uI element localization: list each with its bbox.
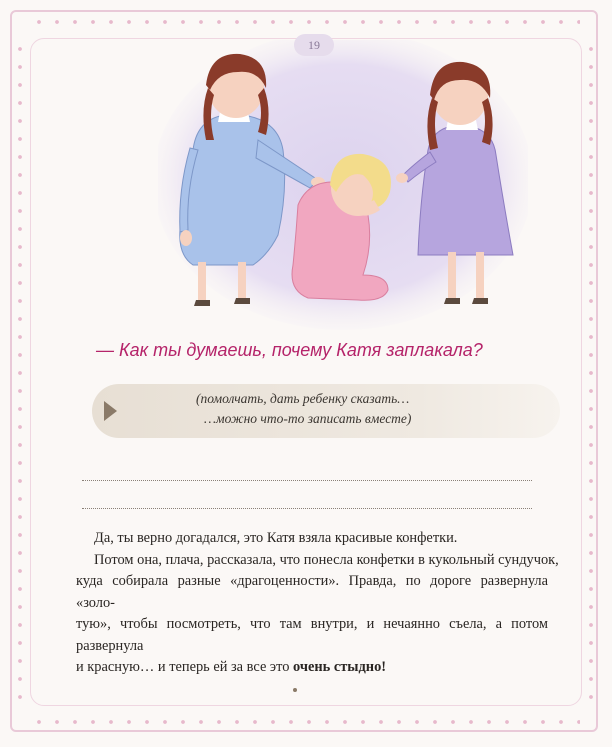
dot-border-right — [586, 40, 596, 700]
hint-text — [196, 389, 436, 429]
paragraph-2-line-3: тую», чтобы посмотреть, что там внутри, и нечаянно съела, а потом развернула — [76, 616, 548, 654]
bottom-dot — [293, 688, 297, 692]
dot-border-left — [15, 40, 25, 700]
page-number: 19 — [294, 34, 334, 56]
answer-line-1[interactable] — [82, 480, 532, 481]
dot-border-bottom — [30, 717, 580, 727]
paragraph-2-line-2: куда собирала разные «драгоценности». Правда, по дороге развернула «золо- — [76, 573, 548, 611]
answer-line-2[interactable] — [82, 508, 532, 509]
play-arrow-icon — [104, 401, 117, 421]
story-text — [76, 528, 559, 679]
hint-line-1: (помолчать, дать ребенку сказать… — [196, 391, 410, 406]
dot-border-top — [30, 17, 580, 27]
emphasis-text: очень стыдно! — [293, 659, 387, 675]
three-girls-illustration-icon — [158, 40, 528, 330]
hint-line-2: …можно что-то записать вместе) — [204, 411, 412, 426]
paragraph-2-line-4-text: и красную… и теперь ей за все это — [76, 659, 293, 675]
question-heading: — Как ты думаешь, почему Катя заплакала? — [96, 340, 483, 360]
paragraph-1: Да, ты верно догадался, это Катя взяла красивые конфетки. — [94, 530, 458, 546]
paragraph-2-line-1: Потом она, плача, рассказала, что понесла конфетки в кукольный сундучок, — [94, 551, 559, 568]
paragraph-2 — [76, 550, 559, 679]
paragraph-2-line-4 — [76, 657, 548, 679]
